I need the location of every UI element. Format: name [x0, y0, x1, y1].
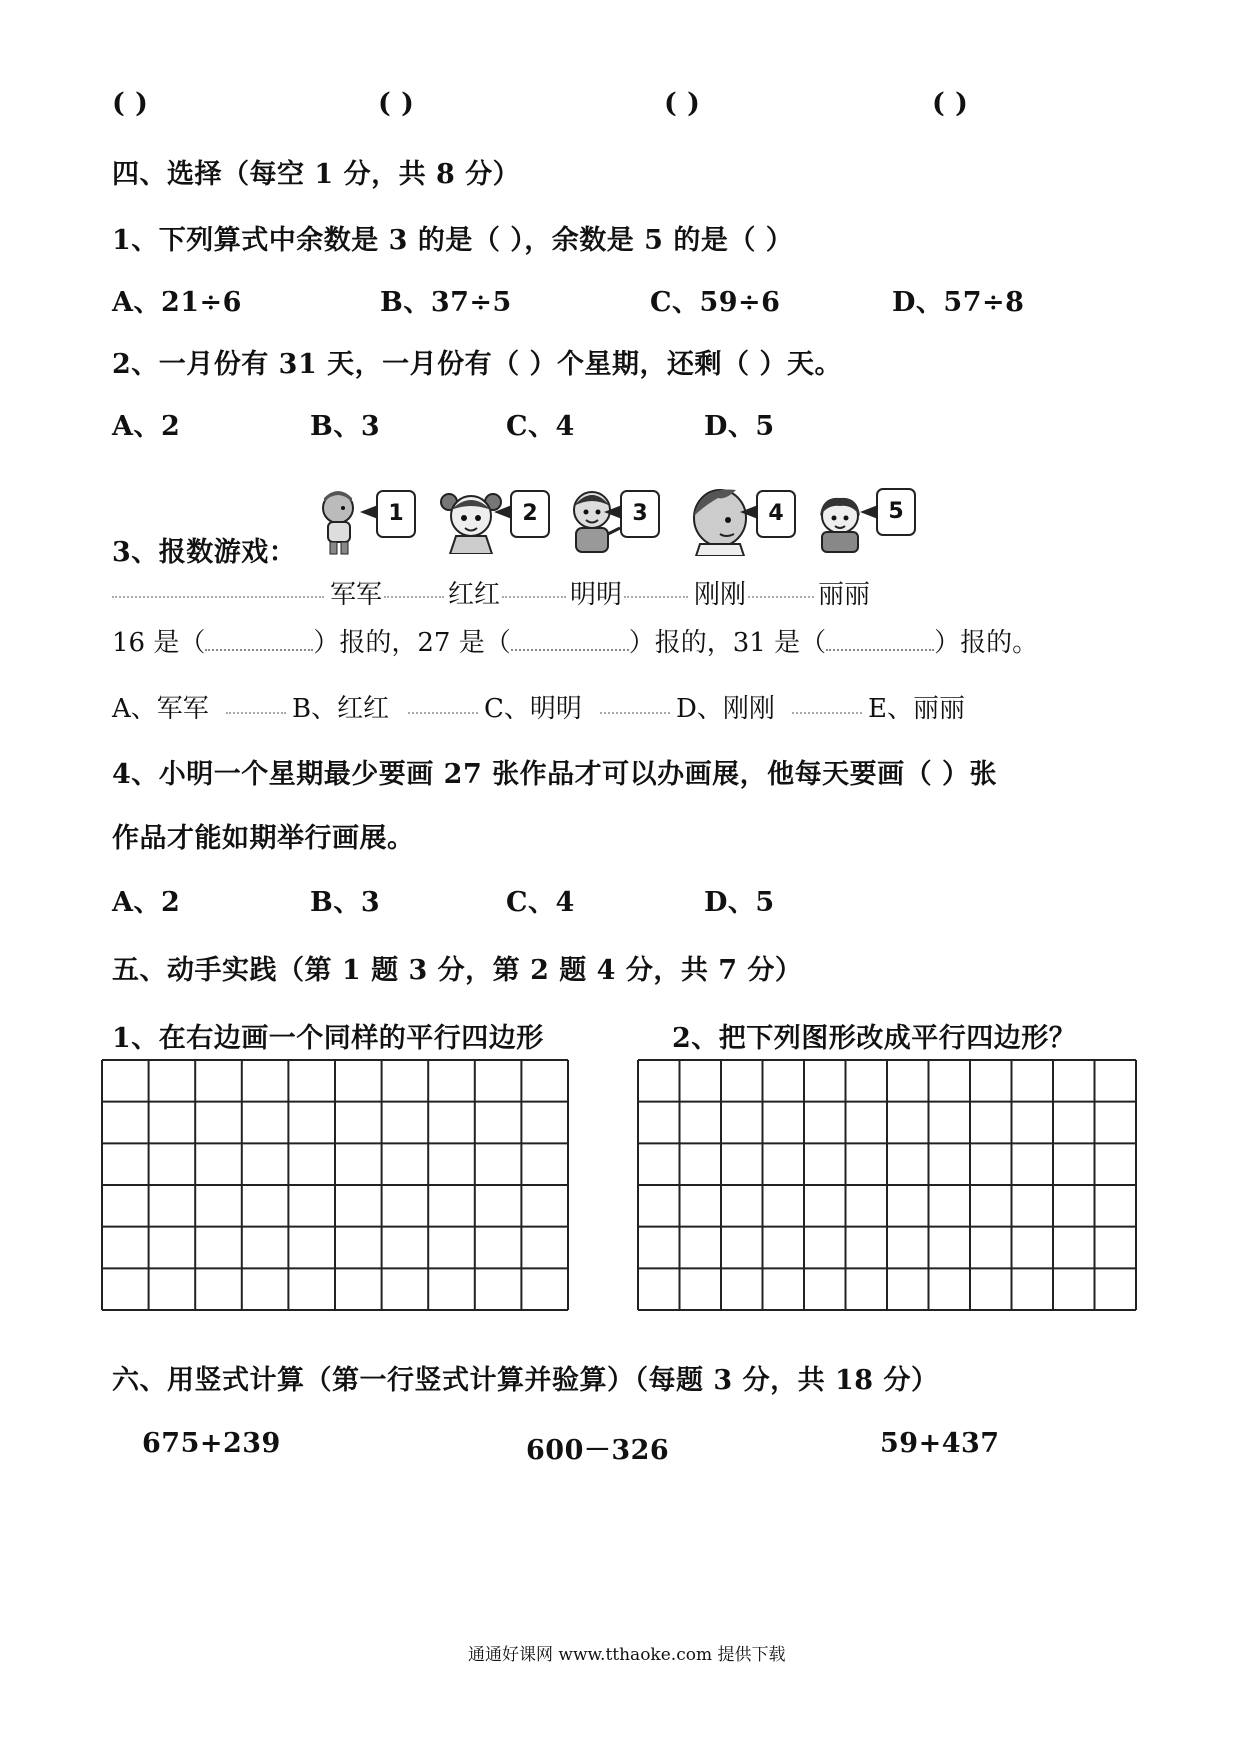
name-lili: 丽丽	[818, 580, 871, 610]
q4-option-c: C、4	[506, 887, 575, 918]
q1-option-a: A、21÷6	[112, 287, 242, 318]
answer-paren-4: ( )	[932, 88, 969, 119]
dotted-leader-1	[112, 596, 324, 598]
q2-option-a: A、2	[112, 411, 181, 442]
answer-blank-16[interactable]	[205, 647, 313, 651]
section5-title: 五、动手实践（第 1 题 3 分，第 2 题 4 分，共 7 分）	[112, 955, 803, 986]
q3-option-b: B、红红	[292, 694, 390, 724]
q4-option-d: D、5	[704, 887, 775, 918]
section6-title: 六、用竖式计算（第一行竖式计算并验算）（每题 3 分，共 18 分）	[112, 1365, 939, 1396]
calc-problem-2: 600－326	[526, 1435, 670, 1466]
name-junjun: 军军	[330, 580, 383, 610]
q2-option-d: D、5	[704, 411, 775, 442]
answer-paren-2: ( )	[378, 88, 415, 119]
q3-sentence-part2: ）报的，27 是（	[313, 628, 511, 658]
q4-option-a: A、2	[112, 887, 181, 918]
q2-text: 2、一月份有 31 天，一月份有（ ）个星期，还剩（ ）天。	[112, 349, 842, 380]
q3-option-dots-2	[408, 712, 478, 714]
section4-title: 四、选择（每空 1 分，共 8 分）	[112, 159, 521, 190]
q3-option-c: C、明明	[484, 694, 582, 724]
footer-source: 通通好课网 www.tthaoke.com 提供下载	[468, 1645, 786, 1665]
left-drawing-grid[interactable]	[100, 1058, 570, 1312]
dotted-leader-4	[624, 596, 688, 598]
dotted-leader-3	[502, 596, 566, 598]
q3-sentence-part4: ）报的。	[934, 628, 1039, 658]
q2-option-c: C、4	[506, 411, 575, 442]
q3-label: 3、报数游戏：	[112, 537, 297, 568]
q3-sentence-part3: ）报的，31 是（	[628, 628, 827, 658]
kid-ganggang-illustration	[690, 486, 752, 556]
kid-honghong-illustration	[440, 488, 502, 554]
answer-blank-31[interactable]	[826, 647, 934, 651]
right-drawing-grid[interactable]	[636, 1058, 1138, 1312]
q3-option-dots-3	[600, 712, 670, 714]
bubble-3: 3	[620, 490, 660, 538]
kid-mingming-illustration	[566, 488, 622, 554]
answer-paren-3: ( )	[664, 88, 701, 119]
name-ganggang: 刚刚	[694, 580, 747, 610]
kid-junjun-illustration	[318, 490, 362, 556]
q4-line1: 4、小明一个星期最少要画 27 张作品才可以办画展，他每天要画（ ）张	[112, 759, 998, 790]
q3-option-dots-1	[226, 712, 286, 714]
q3-option-d: D、刚刚	[676, 694, 775, 724]
bubble-4: 4	[756, 490, 796, 538]
q1-option-d: D、57÷8	[892, 287, 1025, 318]
section5-q2: 2、把下列图形改成平行四边形？	[672, 1023, 1077, 1054]
q3-sentence-part1: 16 是（	[112, 628, 206, 658]
q3-option-a: A、军军	[112, 694, 209, 724]
q2-option-b: B、3	[310, 411, 381, 442]
q1-option-b: B、37÷5	[380, 287, 512, 318]
calc-problem-3: 59+437	[880, 1428, 1000, 1459]
bubble-1: 1	[376, 490, 416, 538]
calc-problem-1: 675+239	[142, 1428, 281, 1459]
q4-option-b: B、3	[310, 887, 381, 918]
name-mingming: 明明	[570, 580, 623, 610]
answer-blank-27[interactable]	[511, 647, 629, 651]
q3-sentence	[112, 622, 1038, 659]
dotted-leader-2	[384, 596, 444, 598]
q1-text: 1、下列算式中余数是 3 的是（ ），余数是 5 的是（ ）	[112, 225, 794, 256]
q3-option-dots-4	[792, 712, 862, 714]
answer-paren-1: ( )	[112, 88, 149, 119]
q3-option-e: E、丽丽	[868, 694, 965, 724]
q4-line2: 作品才能如期举行画展。	[112, 823, 415, 854]
section5-q1: 1、在右边画一个同样的平行四边形	[112, 1023, 544, 1054]
name-honghong: 红红	[448, 580, 501, 610]
bubble-2: 2	[510, 490, 550, 538]
q1-option-c: C、59÷6	[650, 287, 781, 318]
dotted-leader-5	[748, 596, 814, 598]
bubble-5: 5	[876, 488, 916, 536]
